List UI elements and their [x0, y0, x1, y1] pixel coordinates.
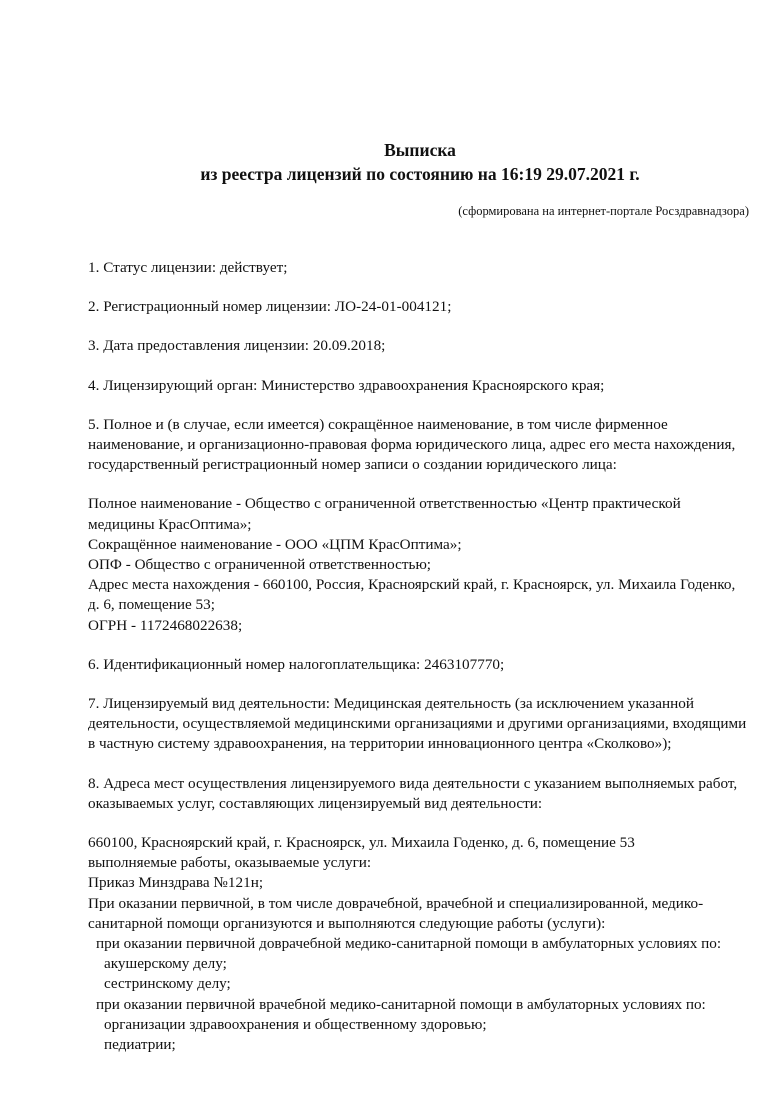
works-label: выполняемые работы, оказываемые услуги: — [88, 854, 372, 872]
org-opf: ОПФ - Общество с ограниченной ответственностью; — [88, 556, 432, 574]
prevrach-heading: при оказании первичной доврачебной медико-санитарной помощи в амбулаторных условиях по: — [96, 935, 722, 953]
document-title-block — [0, 138, 780, 186]
source-note: (сформирована на интернет-портале Росздравнадзора) — [458, 204, 749, 218]
item5-heading: 5. Полное и (в случае, если имеется) сокращённое наименование, в том числе фирменное наименование, и организационно-правовая форма юридического лица, адрес его места нахождения, государственный регистрационный номер записи о создании юридического лица: — [88, 415, 736, 474]
org-ogrn: ОГРН - 1172468022638; — [88, 616, 243, 634]
license-date: 3. Дата предоставления лицензии: 20.09.2018; — [88, 337, 386, 355]
list-item: акушерскому делу; — [104, 955, 227, 973]
org-inn: 6. Идентификационный номер налогоплательщика: 2463107770; — [88, 655, 505, 673]
list-item: организации здравоохранения и общественному здоровью; — [104, 1015, 487, 1033]
licensing-authority: 4. Лицензирующий орган: Министерство здравоохранения Красноярского края; — [88, 376, 605, 394]
list-item: педиатрии; — [104, 1036, 176, 1054]
license-reg-number: 2. Регистрационный номер лицензии: ЛО-24-01-004121; — [88, 298, 452, 316]
order-reference: Приказ Минздрава №121н; — [88, 874, 264, 892]
org-short-name: Сокращённое наименование - ООО «ЦПМ КрасОптима»; — [88, 535, 462, 553]
licensed-activity: 7. Лицензируемый вид деятельности: Медицинская деятельность (за исключением указанной деятельности, осуществляемой медицинскими организациями и другими организациями, входящими в частную систему здравоохранения, на территории инновационного центра «Сколково»); — [88, 695, 747, 753]
document-subtitle: из реестра лицензий по состоянию на 16:19 29.07.2021 г. — [200, 164, 640, 184]
vrach-heading: при оказании первичной врачебной медико-санитарной помощи в амбулаторных условиях по: — [96, 995, 706, 1013]
activity-address: 660100, Красноярский край, г. Красноярск, ул. Михаила Годенко, д. 6, помещение 53 — [88, 834, 635, 852]
list-item: сестринскому делу; — [104, 975, 231, 993]
org-address: Адрес места нахождения - 660100, Россия, Красноярский край, г. Красноярск, ул. Михаила Годенко, д. 6, помещение 53; — [88, 576, 736, 614]
org-full-name: Полное наименование - Общество с ограниченной ответственностью «Центр практической медицины КрасОптима»; — [88, 495, 681, 533]
item8-heading: 8. Адреса мест осуществления лицензируемого вида деятельности с указанием выполняемых работ, оказываемых услуг, составляющих лицензируемый вид деятельности: — [88, 774, 738, 812]
primary-care-intro: При оказании первичной, в том числе доврачебной, врачебной и специализированной, медико-санитарной помощи организуются и выполняются следующие работы (услуги): — [88, 894, 704, 932]
document-body — [88, 258, 748, 1055]
license-status: 1. Статус лицензии: действует; — [88, 259, 288, 276]
document-title: Выписка — [384, 140, 456, 160]
